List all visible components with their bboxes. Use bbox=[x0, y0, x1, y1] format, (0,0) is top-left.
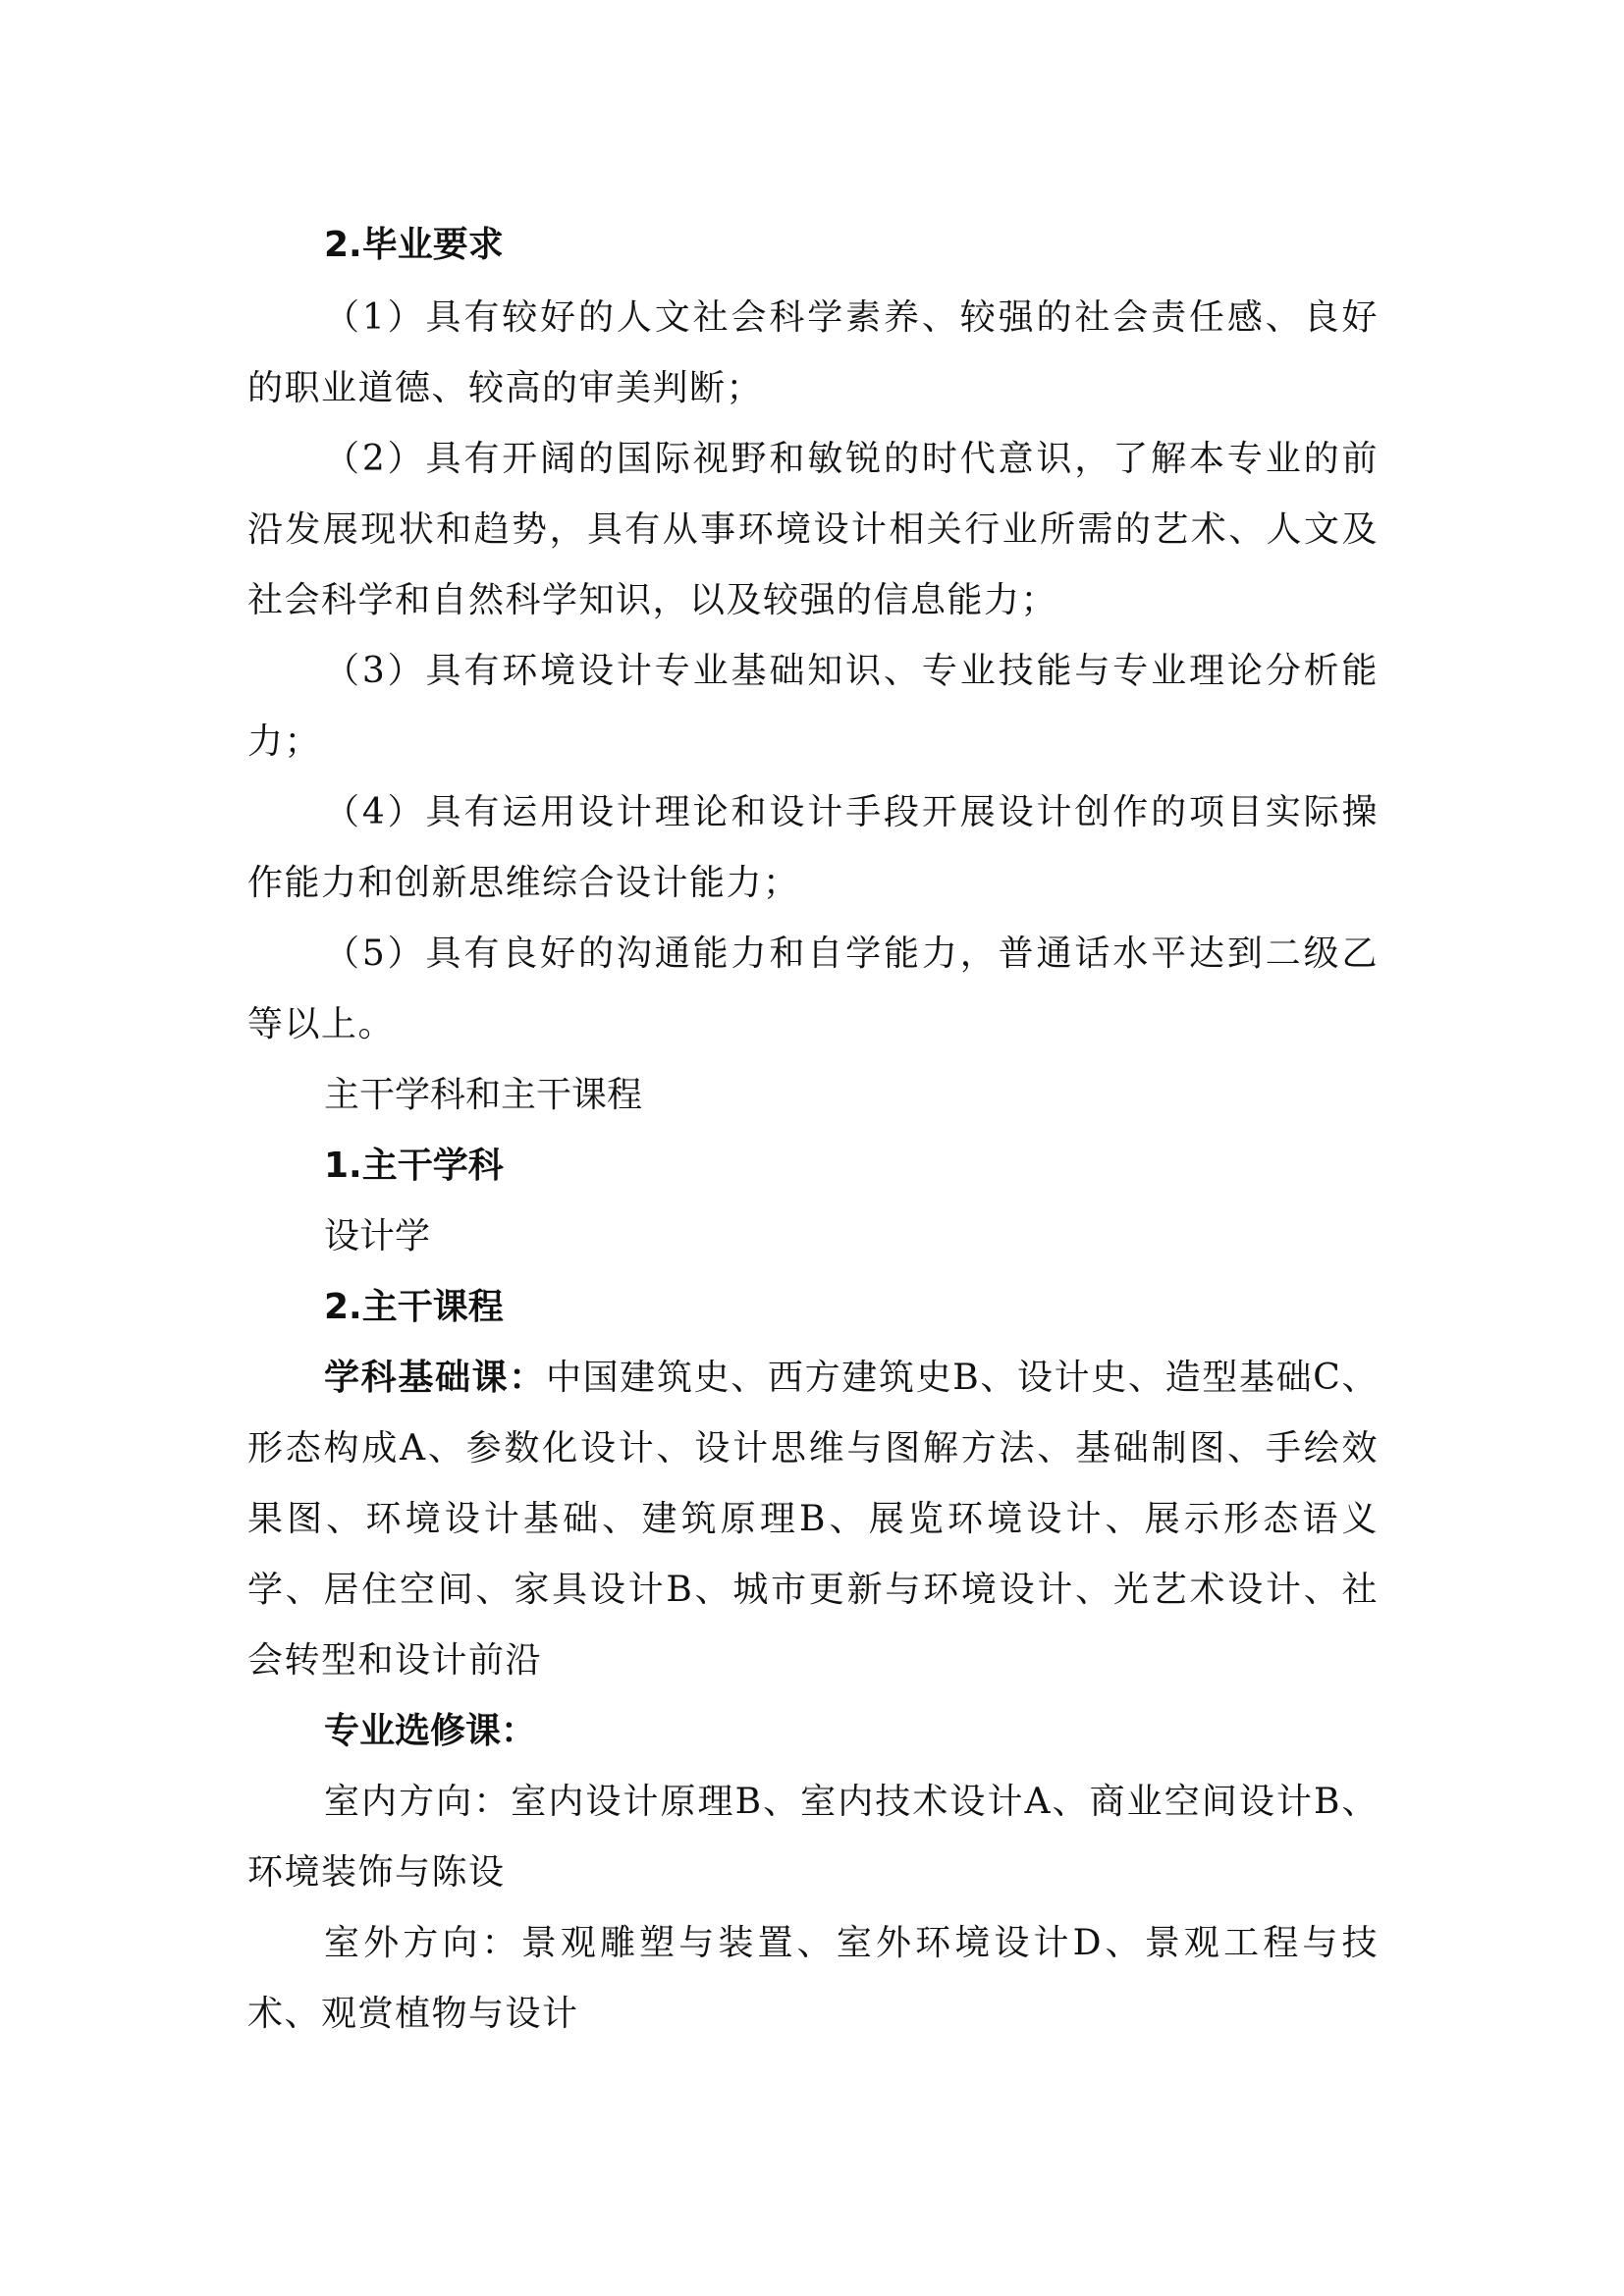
foundation-courses-paragraph bbox=[247, 1343, 1379, 1696]
foundation-courses-label: 学科基础课： bbox=[324, 1358, 546, 1398]
foundation-courses-list: 中国建筑史、西方建筑史B、设计史、造型基础C、形态构成A、参数化设计、设计思维与图解方法、基础制图、手绘效果图、环境设计基础、建筑原理B、展览环境设计、展示形态语义学、居住空间、家具设计B、城市更新与环境设计、光艺术设计、社会转型和设计前沿 bbox=[247, 1358, 1379, 1681]
requirement-item-3: （3）具有环境设计专业基础知识、专业技能与专业理论分析能力； bbox=[247, 651, 1379, 762]
interior-direction-paragraph bbox=[247, 1767, 1379, 1908]
requirement-item-4: （4）具有运用设计理论和设计手段开展设计创作的项目实际操作能力和创新思维综合设计能力； bbox=[247, 792, 1379, 903]
requirement-item-5: （5）具有良好的沟通能力和自学能力，普通话水平达到二级乙等以上。 bbox=[247, 934, 1379, 1044]
section-heading-main-disciplines-courses: 主干学科和主干课程 bbox=[324, 1075, 643, 1115]
subheading-main-courses: 2.主干课程 bbox=[324, 1287, 504, 1327]
requirement-item-1: （1）具有较好的人文社会科学素养、较强的社会责任感、良好的职业道德、较高的审美判断； bbox=[247, 297, 1379, 408]
exterior-direction-courses: 景观雕塑与装置、室外环境设计D、景观工程与技术、观赏植物与设计 bbox=[247, 1923, 1379, 2034]
exterior-direction-label: 室外方向： bbox=[324, 1923, 521, 1963]
interior-direction-label: 室内方向： bbox=[324, 1782, 512, 1822]
main-discipline-value: 设计学 bbox=[324, 1216, 431, 1256]
section-heading-graduation-requirements: 2.毕业要求 bbox=[324, 225, 504, 265]
document-page bbox=[247, 210, 1379, 2050]
exterior-direction-paragraph bbox=[247, 1908, 1379, 2050]
electives-label: 专业选修课： bbox=[324, 1711, 537, 1751]
requirement-item-2: （2）具有开阔的国际视野和敏锐的时代意识，了解本专业的前沿发展现状和趋势，具有从事环境设计相关行业所需的艺术、人文及社会科学和自然科学知识，以及较强的信息能力； bbox=[247, 439, 1379, 620]
interior-direction-courses: 室内设计原理B、室内技术设计A、商业空间设计B、环境装饰与陈设 bbox=[247, 1782, 1379, 1893]
subheading-main-disciplines: 1.主干学科 bbox=[324, 1146, 504, 1186]
